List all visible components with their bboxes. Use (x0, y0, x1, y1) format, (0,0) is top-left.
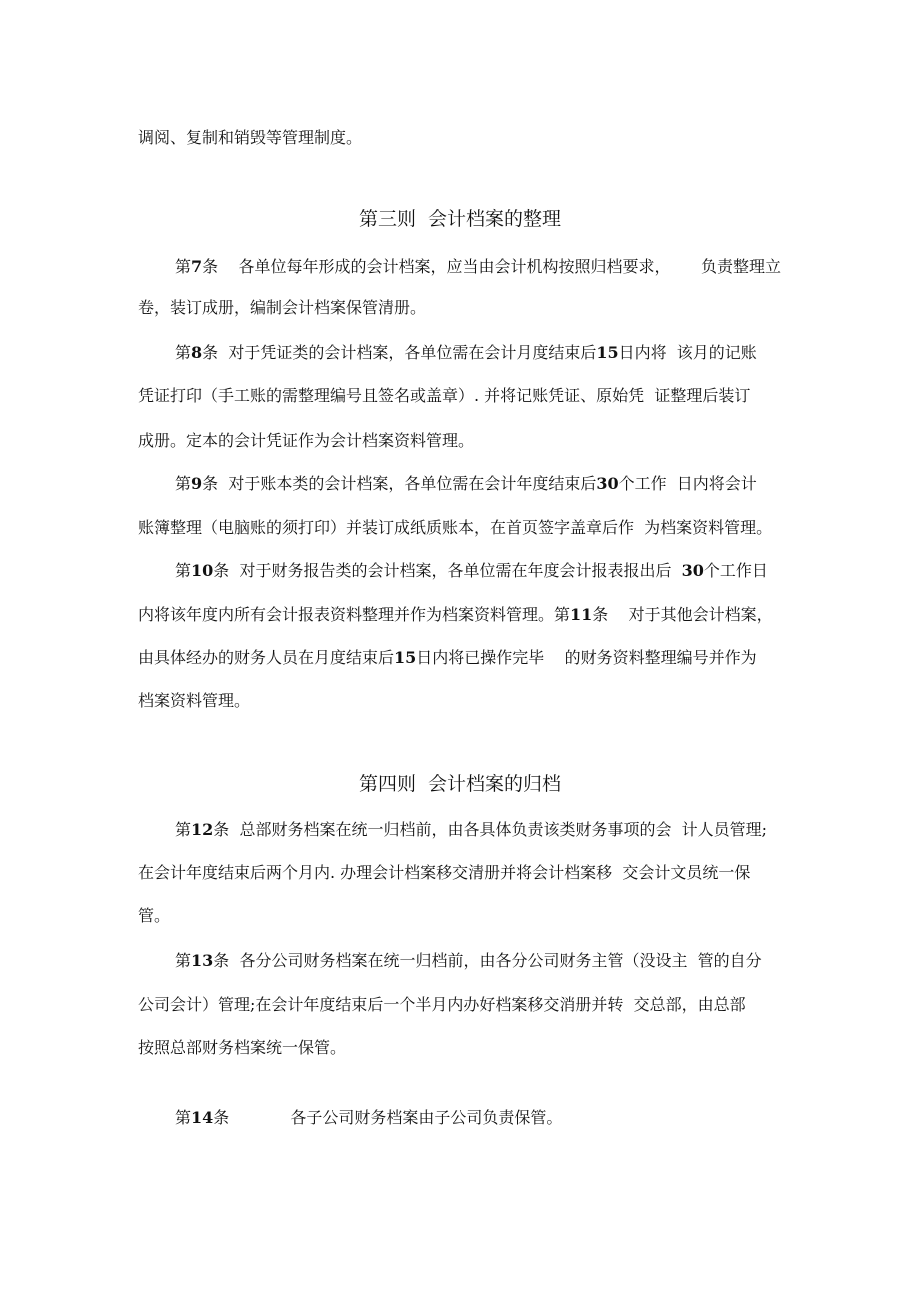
article-13-line-3: 按照总部财务档案统一保管。 (138, 1038, 347, 1057)
article-12-line-1 (175, 820, 786, 840)
article-text: 日内将已操作完毕 的财务资料整理编号并作为 (416, 648, 757, 667)
article-10-line-1 (175, 561, 786, 581)
article-7-line-2: 卷，装订成册，编制会计档案保管清册。 (138, 298, 427, 317)
article-text: 内将该年度内所有会计报表资料整理并作为档案资料管理。第 (138, 605, 571, 624)
article-label: 第 (175, 1108, 192, 1127)
article-number: 9 (191, 474, 203, 493)
article-text: 条 对于凭证类的会计档案，各单位需在会计月度结束后 (202, 343, 597, 362)
article-12-line-3: 管。 (138, 906, 171, 925)
article-text: 条 各分公司财务档案在统一归档前，由各分公司财务主管（没设主 管的自分 (213, 951, 762, 970)
section-4-heading: 第四则 会计档案的归档 (358, 773, 562, 795)
article-8-line-1 (175, 343, 786, 363)
article-text: 条 对于账本类的会计档案，各单位需在会计年度结束后 (202, 474, 597, 493)
article-text: 个工作 日内将会计 (618, 474, 757, 493)
article-7-line-1 (175, 257, 786, 277)
article-label: 第 (175, 951, 192, 970)
day-count: 15 (596, 343, 619, 362)
article-text: 日内将 该月的记账 (618, 343, 757, 362)
article-13-line-2: 公司会计）管理;在会计年度结束后一个半月内办好档案移交消册并转 交总部，由总部 (138, 995, 746, 1014)
article-14-line-1 (175, 1108, 786, 1128)
article-number: 11 (570, 605, 593, 624)
article-number: 10 (191, 561, 214, 580)
article-label: 第 (175, 820, 192, 839)
article-number: 13 (191, 951, 214, 970)
article-label: 第 (175, 561, 192, 580)
day-count: 15 (394, 648, 417, 667)
article-9-line-2: 账簿整理（电脑账的须打印）并装订成纸质账本，在首页签字盖章后作 为档案资料管理。 (138, 518, 773, 537)
article-text: 条 总部财务档案在统一归档前，由各具体负责该类财务事项的会 计人员管理; (213, 820, 768, 839)
section-3-heading: 第三则 会计档案的整理 (358, 208, 562, 230)
article-12-line-2: 在会计年度结束后两个月内. 办理会计档案移交清册并将会计档案移 交会计文员统一保 (138, 863, 751, 882)
article-10-line-3 (138, 648, 786, 668)
article-8-line-3: 成册。定本的会计凭证作为会计档案资料管理。 (138, 431, 475, 450)
article-13-line-1 (175, 951, 786, 971)
continuation-text: 调阅、复制和销毁等管理制度。 (138, 128, 363, 147)
article-10-line-4: 档案资料管理。 (138, 691, 251, 710)
article-number: 8 (191, 343, 203, 362)
article-number: 14 (191, 1108, 214, 1127)
day-count: 30 (681, 561, 704, 580)
article-number: 12 (191, 820, 214, 839)
article-text: 个工作日 (703, 561, 768, 580)
article-8-line-2: 凭证打印（手工账的需整理编号且签名或盖章）. 并将记账凭证、原始凭 证整理后装订 (138, 386, 751, 405)
article-text: 条 对于财务报告类的会计档案，各单位需在年度会计报表报出后 (213, 561, 682, 580)
article-text: 条 各单位每年形成的会计档案，应当由会计机构按照归档要求， 负责整理立 (202, 257, 782, 276)
article-10-line-2 (138, 605, 786, 625)
article-text: 条 对于其他会计档案， (592, 605, 773, 624)
article-number: 7 (191, 257, 203, 276)
article-label: 第 (175, 257, 192, 276)
article-label: 第 (175, 343, 192, 362)
article-text: 由具体经办的财务人员在月度结束后 (138, 648, 395, 667)
article-label: 第 (175, 474, 192, 493)
day-count: 30 (596, 474, 619, 493)
article-9-line-1 (175, 474, 786, 494)
article-text: 条 各子公司财务档案由子公司负责保管。 (213, 1108, 563, 1127)
